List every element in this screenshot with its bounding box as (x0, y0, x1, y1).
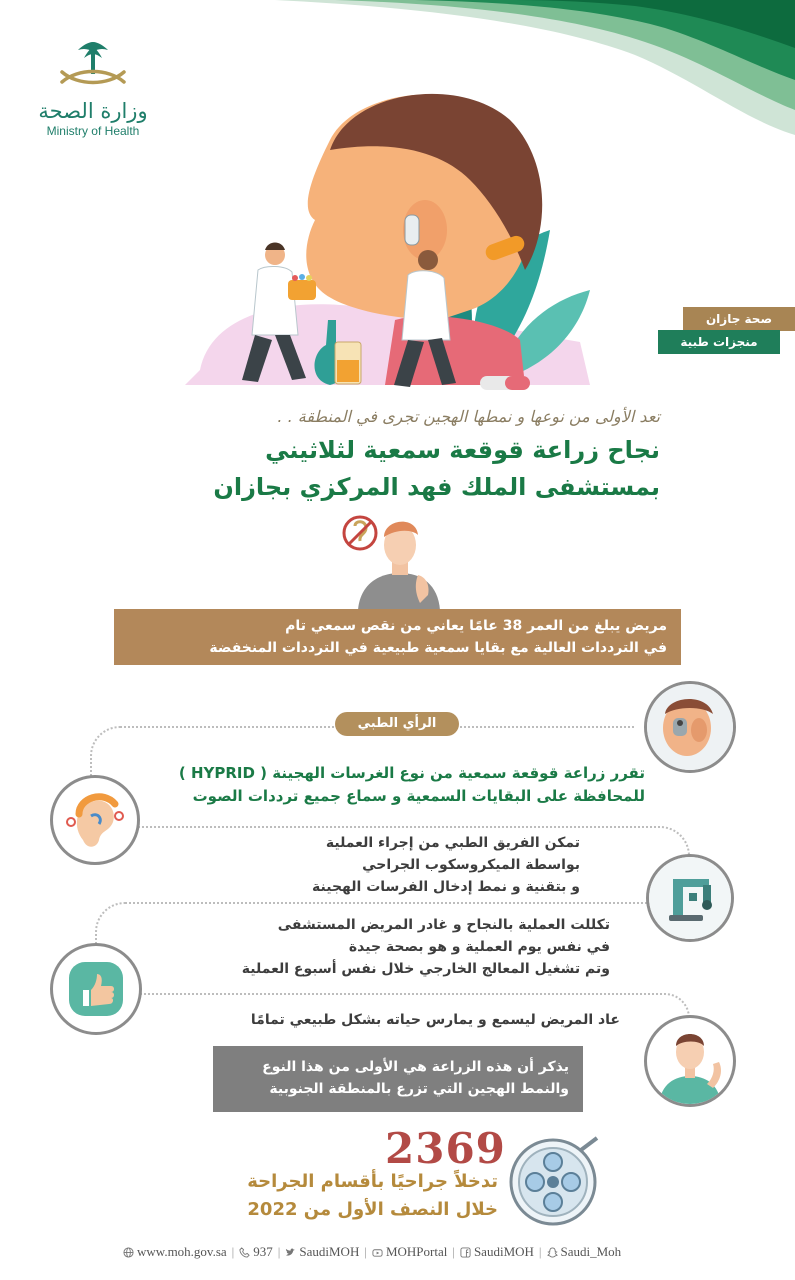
footer-twitter[interactable] (280, 1244, 364, 1260)
page-title (80, 432, 660, 506)
step3-line-2: في نفس يوم العملية و هو بصحة جيدة (348, 939, 610, 955)
step2-line-2: بواسطة الميكروسكوب الجراحي (362, 857, 580, 873)
headline-subtitle: تعد الأولى من نوعها و نمطها الهجين تجرى في المنطقة . . (277, 407, 660, 426)
youtube-icon (372, 1247, 383, 1258)
step1-line-1: تقرر زراعة قوقعة سمعية من نوع الغرسات الهجينة ( HYPRID ) (178, 764, 645, 782)
patient-description (114, 609, 681, 665)
ear-implant-icon (644, 681, 736, 773)
ministry-logo (28, 38, 158, 138)
hero-illustration (180, 80, 610, 400)
palm-swords-icon (48, 38, 138, 92)
title-line-1: نجاح زراعة قوقعة سمعية لثلاثيني (265, 436, 660, 464)
no-hearing-icon (344, 517, 376, 549)
title-line-2: بمستشفى الملك فهد المركزي بجازان (213, 473, 660, 501)
step1-line-2: للمحافظة على البقايات السمعية و سماع جميع ترددات الصوت (192, 787, 645, 805)
step-hybrid-implant (130, 762, 645, 808)
step3-line-1: تكللت العملية بالنجاح و غادر المريض المستشفى (277, 917, 610, 933)
footer-contacts: www.moh.gov.sa | 937 | SaudiMOH | MOHPortal | SaudiMOH | Saudi_Moh (118, 1243, 684, 1261)
snapchat-text: Saudi_Moh (560, 1244, 622, 1259)
step-surgery (180, 832, 580, 898)
snapchat-icon (547, 1247, 558, 1258)
footer-snapchat[interactable] (542, 1244, 627, 1260)
note-line-2: والنمط الهجين التي تزرع بالمنطقة الجنوبية (269, 1081, 569, 1097)
patient-line-1: مريض يبلغ من العمر 38 عامًا يعاني من نقص سمعي تام (285, 618, 667, 634)
patient-line-2: في الترددات العالية مع بقايا سمعية طبيعية في الترددات المنخفضة (209, 640, 667, 656)
twitter-text: SaudiMOH (299, 1244, 360, 1259)
twitter-icon (285, 1247, 296, 1258)
patient-illustration (338, 505, 448, 610)
phone-text: 937 (253, 1244, 273, 1259)
website-text: www.moh.gov.sa (137, 1244, 227, 1259)
step2-line-1: تمكن الفريق الطبي من إجراء العملية (325, 835, 580, 851)
footer-facebook[interactable] (455, 1244, 539, 1260)
stat-line-2: خلال النصف الأول من 2022 (247, 1199, 498, 1220)
facebook-text: SaudiMOH (473, 1244, 534, 1259)
surgery-count-caption (180, 1168, 498, 1224)
youtube-text: MOHPortal (385, 1244, 448, 1259)
medical-opinion-badge: الرأي الطبي (335, 712, 459, 736)
logo-name-en: Ministry of Health (46, 124, 140, 138)
cochlear-ear-icon (50, 775, 140, 865)
footer-website[interactable] (118, 1244, 232, 1260)
note-box (213, 1046, 583, 1112)
footer-youtube[interactable] (367, 1244, 452, 1260)
category-tag: منجزات طبية (658, 330, 780, 354)
step2-line-3: و بتقنية و نمط إدخال الفرسات الهجينة (312, 879, 580, 895)
surgical-microscope-icon (646, 854, 734, 942)
region-tag: صحة جازان (683, 307, 795, 331)
step3-line-3: وتم تشغيل المعالج الخارجي خلال نفس أسبوع العملية (241, 961, 610, 977)
step-recovery: عاد المريض ليسمع و يمارس حياته بشكل طبيعي تمامًا (250, 1012, 620, 1028)
note-line-1: يذكر أن هذه الزراعة هي الأولى من هذا النوع (262, 1059, 569, 1075)
happy-patient-icon (644, 1015, 736, 1107)
phone-icon (239, 1247, 250, 1258)
surgical-light-icon (503, 1132, 603, 1232)
globe-icon (123, 1247, 134, 1258)
facebook-icon (460, 1247, 471, 1258)
stat-line-1: تدخلاً جراحيًا بأقسام الجراحة (247, 1171, 498, 1192)
footer-phone[interactable] (234, 1244, 278, 1260)
surgery-count: 2369 (385, 1124, 506, 1173)
step-success (140, 914, 610, 980)
logo-name-ar: وزارة الصحة (38, 99, 148, 123)
thumbs-up-icon (50, 943, 142, 1035)
